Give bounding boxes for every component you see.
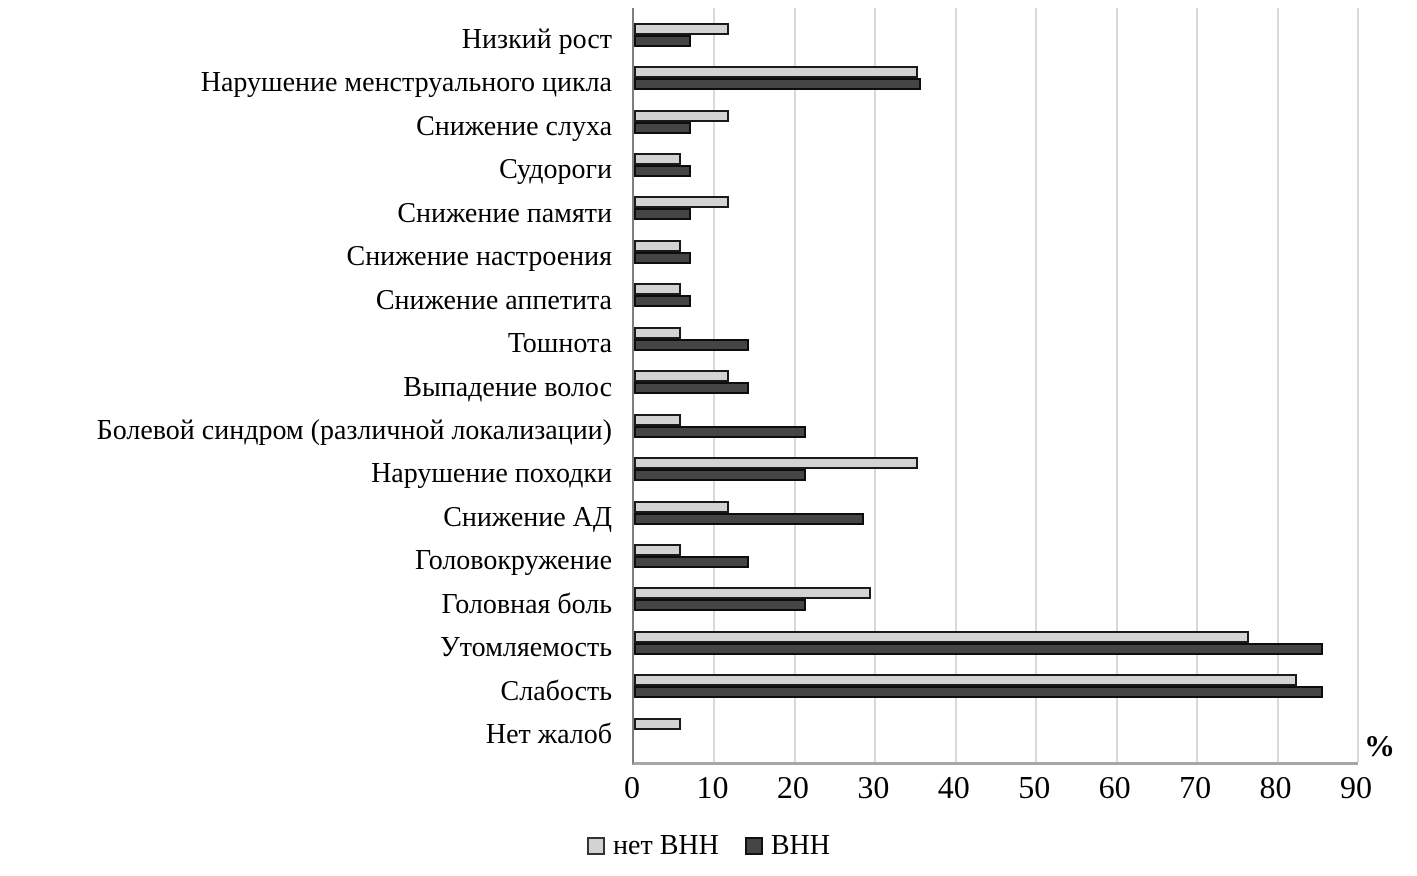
- bar-vnn: [634, 78, 921, 90]
- bar-net-vnn: [634, 501, 729, 513]
- bar-pair-row: [634, 370, 749, 394]
- category-label: Нарушение менструального цикла: [200, 67, 612, 99]
- bar-vnn: [634, 513, 864, 525]
- bar-pair-row: [634, 66, 921, 90]
- bar-vnn: [634, 252, 691, 264]
- category-label: Головокружение: [414, 545, 612, 577]
- bar-net-vnn: [634, 23, 729, 35]
- bar-pair-row: [634, 240, 691, 264]
- bar-empty: [634, 730, 681, 742]
- gridline: [1357, 8, 1359, 762]
- bar-pair-row: [634, 414, 806, 438]
- bar-vnn: [634, 208, 691, 220]
- category-label: Снижение АД: [443, 501, 612, 533]
- bar-vnn: [634, 469, 806, 481]
- bar-net-vnn: [634, 718, 681, 730]
- bar-pair-row: [634, 153, 691, 177]
- bar-net-vnn: [634, 631, 1249, 643]
- category-label: Утомляемость: [439, 632, 612, 664]
- x-tick-label: 70: [1179, 769, 1212, 805]
- bar-vnn: [634, 686, 1323, 698]
- bar-vnn: [634, 295, 691, 307]
- category-label: Слабость: [500, 675, 612, 707]
- bar-pair-row: [634, 587, 871, 611]
- category-label: Судороги: [499, 154, 612, 186]
- category-label: Тошнота: [507, 328, 612, 360]
- legend-label: ВНН: [770, 830, 830, 861]
- bar-net-vnn: [634, 110, 729, 122]
- bar-vnn: [634, 426, 806, 438]
- bar-pair-row: [634, 110, 729, 134]
- category-label: Снижение памяти: [397, 197, 612, 229]
- bar-net-vnn: [634, 196, 729, 208]
- bar-net-vnn: [634, 544, 681, 556]
- x-tick-label: 10: [696, 769, 729, 805]
- category-label: Снижение слуха: [416, 110, 612, 142]
- bar-net-vnn: [634, 66, 918, 78]
- legend-swatch-net-vnn: [587, 837, 605, 855]
- bar-pair-row: [634, 544, 749, 568]
- legend-swatch-vnn: [745, 837, 763, 855]
- x-tick-label: 50: [1018, 769, 1051, 805]
- bar-net-vnn: [634, 240, 681, 252]
- bar-pair-row: [634, 283, 691, 307]
- bar-pair-row: [634, 457, 918, 481]
- bar-vnn: [634, 556, 749, 568]
- bar-net-vnn: [634, 457, 918, 469]
- bar-vnn: [634, 339, 749, 351]
- bar-pair-row: [634, 23, 729, 47]
- x-tick-label: 80: [1259, 769, 1292, 805]
- category-label: Выпадение волос: [403, 371, 612, 403]
- legend-label: нет ВНН: [613, 830, 719, 861]
- legend-item-vnn: [745, 830, 830, 862]
- x-tick-label: 30: [857, 769, 890, 805]
- bar-vnn: [634, 122, 691, 134]
- category-label: Нет жалоб: [485, 719, 612, 751]
- x-axis-unit-label: %: [1364, 728, 1395, 763]
- bar-vnn: [634, 382, 749, 394]
- category-label: Болевой синдром (различной локализации): [96, 414, 612, 446]
- x-tick-label: 0: [624, 769, 640, 805]
- bar-pair-row: [634, 674, 1323, 698]
- plot-area: [632, 8, 1358, 765]
- legend-item-net-vnn: [587, 830, 719, 862]
- bar-net-vnn: [634, 153, 681, 165]
- bar-vnn: [634, 643, 1323, 655]
- category-label: Снижение аппетита: [375, 284, 612, 316]
- bar-vnn: [634, 35, 691, 47]
- category-label: Головная боль: [441, 588, 612, 620]
- bar-pair-row: [634, 501, 864, 525]
- bar-pair-row: [634, 631, 1323, 655]
- bar-pair-row: [634, 327, 749, 351]
- bar-net-vnn: [634, 283, 681, 295]
- x-tick-label: 60: [1098, 769, 1131, 805]
- bar-pair-row: [634, 718, 681, 742]
- bar-vnn: [634, 165, 691, 177]
- bar-net-vnn: [634, 327, 681, 339]
- category-label: Нарушение походки: [371, 458, 612, 490]
- category-label: Снижение настроения: [346, 241, 612, 273]
- x-tick-label: 40: [937, 769, 970, 805]
- x-tick-label: 90: [1340, 769, 1372, 805]
- bar-vnn: [634, 599, 806, 611]
- bar-pair-row: [634, 196, 729, 220]
- x-tick-label: 20: [776, 769, 809, 805]
- bar-net-vnn: [634, 370, 729, 382]
- category-label: Низкий рост: [461, 24, 612, 55]
- legend: [0, 830, 1417, 862]
- bar-net-vnn: [634, 414, 681, 426]
- bar-net-vnn: [634, 674, 1297, 686]
- bar-net-vnn: [634, 587, 871, 599]
